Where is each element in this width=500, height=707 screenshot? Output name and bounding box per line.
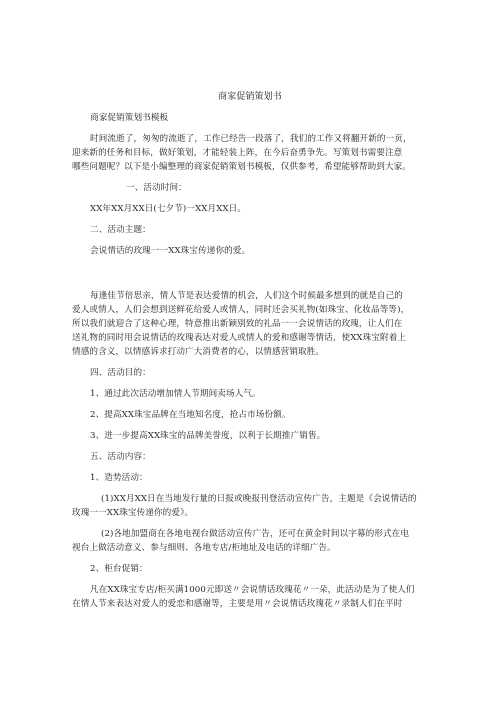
section-1-heading: 一、活动时间：	[126, 183, 187, 193]
section-2-text: 会说情话的玫瑰一一XX珠宝传递你的爱。	[90, 246, 251, 256]
intro-line-1: 时间流逝了，匆匆的流逝了，工作已经告一段落了，我们的工作又将翻开新的一页，	[90, 134, 412, 144]
section-5-heading: 五、活动内容：	[90, 452, 151, 462]
section-1-text: XX年XX月XX日(七夕节)一XX月XX日。	[90, 204, 247, 214]
section-3-line-3: 所以我们就迎合了这种心理，特意推出新颖别致的礼品一一会说情话的玫瑰，让人们在	[72, 319, 403, 329]
section-4-heading: 四、活动目的：	[90, 368, 151, 378]
section-3-line-2: 爱人或情人，人们会想到送鲜花给爱人或情人，同时还会买礼物(如珠宝、化妆品等等)，	[72, 305, 410, 315]
content-2-line-2: 在情人节来表达对爱人的爱恋和感谢等，主要是用〃会说情话玫瑰花〃录制人们在平时	[72, 599, 403, 609]
content-1-item-2-line-2: 视台上做活动意义、参与细则、各地专店/柜地址及电话的详细广告。	[72, 543, 336, 553]
section-3-line-4: 送礼物的同时用会说情话的玫瑰表达对爱人或情人的爱和感谢等情话，使XX珠宝附着上	[72, 333, 407, 343]
intro-line-2: 迎来新的任务和目标，做好策划，才能轻装上阵，在今后奋勇争先。写策划书需要注意	[72, 148, 403, 158]
intro-line-3: 哪些问题呢？以下是小编整理的商家促销策划书模板，仅供参考，希望能够帮助到大家。	[72, 162, 412, 172]
content-2-line-1: 凡在XX珠宝专店/柜买满1000元即送〃会说情话玫瑰花〃一朵，此活动是为了使人们	[90, 585, 415, 595]
content-1-item-2-line-1: (2)各地加盟商在各地电视台做活动宣传广告，还可在黄金时间以字幕的形式在电	[101, 529, 410, 539]
goal-3: 3、进一步提高XX珠宝的品牌美誉度，以利于长期推广销售。	[90, 431, 326, 441]
section-3-line-5: 情感的含义，以情感诉求打动广大消费者的心，以情感营销取胜。	[72, 347, 325, 357]
content-1-item-1-line-1: (1)XX月XX日在当地发行量的日报或晚报刊登活动宣传广告，主题是《会说情话的	[101, 494, 417, 504]
document-title: 商家促销策划书	[218, 92, 282, 102]
section-3-line-1: 每逢佳节倍思亲，情人节是表达爱情的机会，人们这个时候最多想到的就是自己的	[90, 291, 403, 301]
goal-1: 1、通过此次活动增加情人节期间卖场人气。	[90, 389, 261, 399]
goal-2: 2、提高XX珠宝品牌在当地知名度，抢占市场份额。	[90, 410, 291, 420]
content-1-heading: 1、造势活动：	[90, 473, 148, 483]
content-1-item-1-line-2: 玫瑰一一XX珠宝传递你的爱》。	[72, 508, 194, 518]
section-2-heading: 二、活动主题：	[90, 225, 151, 235]
content-2-heading: 2、柜台促销：	[90, 564, 148, 574]
document-subtitle: 商家促销策划书模板	[90, 113, 169, 123]
